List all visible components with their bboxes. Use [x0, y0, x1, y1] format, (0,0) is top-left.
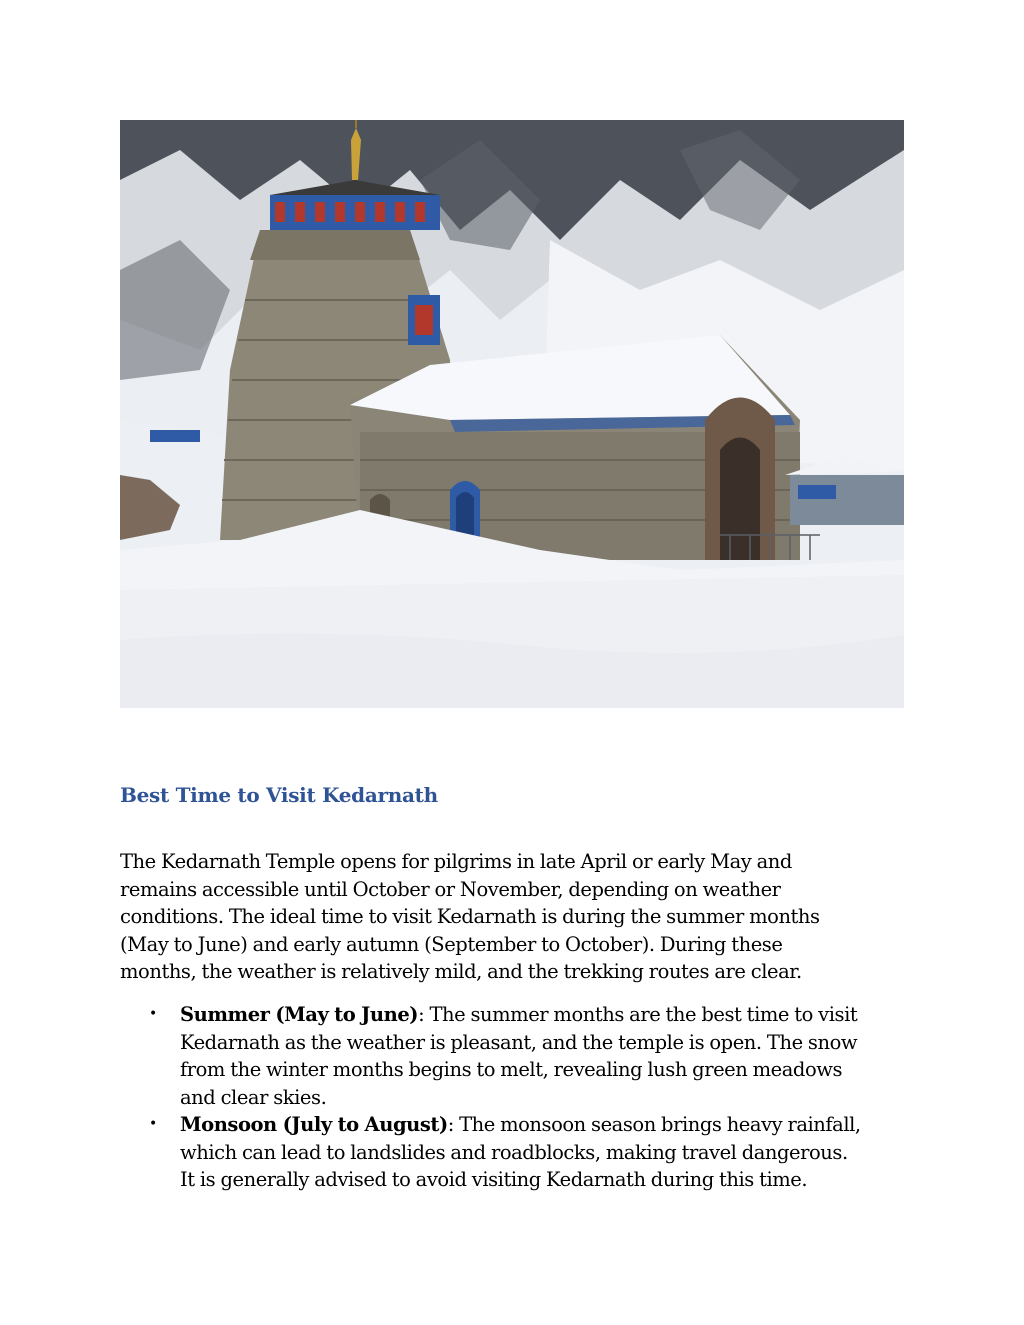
season-text-line: It is generally advised to avoid visiting Kedarnath during this time.: [180, 1168, 808, 1191]
bullet-icon: •: [149, 1116, 157, 1132]
season-text: : The summer months are the best time to visit: [418, 1003, 858, 1026]
list-item-monsoon: [120, 1111, 910, 1194]
intro-line: (May to June) and early autumn (September to October). During these: [120, 932, 783, 956]
season-title: Monsoon (July to August): [180, 1113, 448, 1136]
season-text: : The monsoon season brings heavy rainfall,: [447, 1113, 861, 1136]
season-list: [120, 1001, 910, 1194]
intro-line: conditions. The ideal time to visit Kedarnath is during the summer months: [120, 905, 820, 928]
season-text-line: Kedarnath as the weather is pleasant, and the temple is open. The snow: [180, 1030, 858, 1054]
intro-line: remains accessible until October or November, depending on weather: [120, 877, 781, 901]
season-text-line: and clear skies.: [180, 1085, 327, 1109]
season-text-line: from the winter months begins to melt, revealing lush green meadows: [180, 1058, 843, 1081]
season-title: Summer (May to June): [180, 1003, 419, 1026]
list-item-first-line: [180, 1001, 910, 1029]
list-item-summer: [120, 1001, 910, 1111]
page-title: Best Time to Visit Kedarnath: [120, 783, 438, 807]
intro-line: The Kedarnath Temple opens for pilgrims in late April or early May and: [120, 850, 792, 873]
bullet-icon: •: [149, 1006, 157, 1022]
list-item-first-line: [180, 1111, 910, 1139]
intro-paragraph: [120, 848, 870, 986]
intro-line: months, the weather is relatively mild, and the trekking routes are clear.: [120, 960, 802, 983]
season-text-line: which can lead to landslides and roadblocks, making travel dangerous.: [180, 1140, 848, 1164]
kedarnath-temple-photo: [120, 120, 904, 708]
